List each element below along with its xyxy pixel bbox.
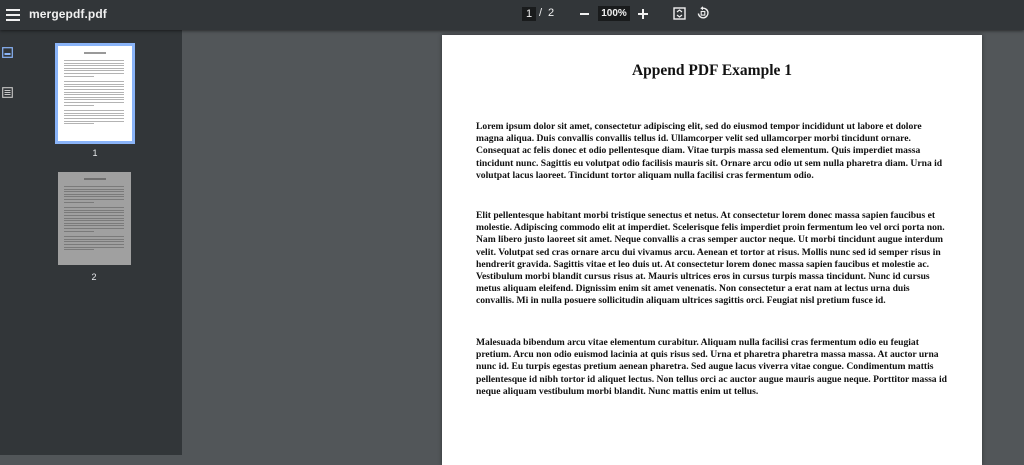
page-thumbnail-1[interactable] <box>58 46 132 141</box>
thumbnail-text-line <box>64 228 124 229</box>
document-title: mergepdf.pdf <box>29 7 107 21</box>
thumbnail-text-line <box>64 113 124 114</box>
thumbnail-text-line <box>64 194 124 195</box>
page-total: 2 <box>548 7 555 19</box>
menu-icon[interactable] <box>6 7 20 23</box>
paragraph-2: Elit pellentesque habitant morbi tristique senectus et netus. At consectetur lorem donec massa sapien faucibus et molestie. Adipiscing commodo elit at imperdiet. Scelerisque felis imperdiet proin fermentum leo vel orci porta non. Nam libero justo laoreet sit amet. Neque convallis a cras semper auctor neque. Ut morbi tincidunt augue interdum velit. Volutpat sed cras ornare arcu dui vivamus arcu. Aenean et tortor at risus. Mollis nunc sed id semper risus in hendrerit gravida. Sagittis vitae et leo duis ut. At consectetur lorem donec massa sapien faucibus et molestie ac. Vestibulum morbi blandit cursus risus at. Mauris ultrices eros in cursus turpis massa tincidunt. Nunc id cursus metus aliquam eleifend. Dignissim enim sit amet venenatis. Non consectetur a erat nam at lectus urna duis convallis. Mi in nulla posuere sollicitudin aliquam ultrices sagittis orci. Feugiat nisl pretium fusce id. <box>476 210 945 307</box>
thumbnail-text-line <box>64 102 124 103</box>
thumbnail-text-line <box>64 94 124 95</box>
toolbar <box>0 0 1024 30</box>
thumbnail-title-line <box>84 52 106 54</box>
fit-page-icon[interactable] <box>673 7 686 20</box>
sidebar <box>0 30 182 455</box>
page-title: Append PDF Example 1 <box>631 62 793 79</box>
zoom-input[interactable]: 100% <box>598 6 630 21</box>
thumbnail-text-line <box>64 186 124 187</box>
thumbnail-text-line <box>64 76 94 77</box>
thumbnail-text-line <box>64 212 124 213</box>
thumbnail-text-line <box>64 105 94 106</box>
thumbnail-text-line <box>64 189 124 190</box>
thumbnail-text-line <box>64 68 124 69</box>
thumbnail-text-line <box>64 86 124 87</box>
thumbnail-text-line <box>64 244 124 245</box>
thumbnail-text-line <box>64 84 124 85</box>
zoom-in-icon[interactable] <box>637 7 649 21</box>
thumbnail-text-line <box>64 199 124 200</box>
page-thumbnail-2[interactable] <box>58 172 131 265</box>
sidebar-tabs <box>0 30 18 455</box>
zoom-out-icon[interactable] <box>579 7 591 21</box>
rotate-icon[interactable] <box>696 6 710 20</box>
thumbnail-label-2: 2 <box>91 272 97 282</box>
thumbnail-text-line <box>64 247 124 248</box>
thumbnail-text-line <box>64 70 124 71</box>
outline-icon[interactable] <box>2 85 13 96</box>
thumbnail-text-line <box>64 249 94 250</box>
thumbnail-text-line <box>64 223 124 224</box>
thumbnail-text-line <box>64 231 94 232</box>
thumbnail-text-line <box>64 239 124 240</box>
thumbnail-text-line <box>64 97 124 98</box>
paragraph-3: Malesuada bibendum arcu vitae elementum curabitur. Aliquam nulla facilisi cras fermentum odio eu feugiat pretium. Arcu non odio euismod lacinia at quis risus sed. Urna et pharetra pharetra massa massa. At auctor urna nunc id. Eu turpis egestas pretium aenean pharetra. Sed augue lacus viverra vitae congue. Condimentum mattis pellentesque id nibh tortor id aliquet lectus. Non tellus orci ac auctor augue mauris augue neque. Porttitor massa id neque aliquam vestibulum morbi blandit. Nunc mattis enim ut tellus. <box>476 337 947 397</box>
thumbnail-text-line <box>64 115 124 116</box>
thumbnail-text-line <box>64 60 124 61</box>
thumbnail-text-line <box>64 210 124 211</box>
thumbnail-text-line <box>64 110 124 111</box>
thumbnail-text-line <box>64 202 94 203</box>
page-number-input[interactable]: 1 <box>522 7 536 21</box>
thumbnail-title-line <box>84 178 106 180</box>
thumbnail-text-line <box>64 207 124 208</box>
thumbnail-text-line <box>64 99 124 100</box>
thumbnail-text-line <box>64 220 124 221</box>
thumbnail-text-line <box>64 73 124 74</box>
page-separator: / <box>539 7 543 19</box>
thumbnail-text-line <box>64 81 124 82</box>
thumbnail-text-line <box>64 89 124 90</box>
paragraph-1: Lorem ipsum dolor sit amet, consectetur adipiscing elit, sed do eiusmod tempor incididunt ut labore et dolore magna aliqua. Duis convallis convallis tellus id. Ullamcorper velit sed ullamcorper morbi tincidunt ornare. Consequat ac felis donec et odio pellentesque diam. Vitae turpis massa sed elementum. Quis imperdiet massa tincidunt nunc. Sagittis eu volutpat odio facilisis mauris sit. Ornare arcu odio ut sem nulla pharetra diam. Urna id volutpat lacus laoreet. Tincidunt tortor aliquam nulla facilisi cras fermentum odio. <box>476 121 943 181</box>
thumbnails-icon[interactable] <box>2 45 13 56</box>
thumbnail-text-line <box>64 123 94 124</box>
thumbnail-text-line <box>64 65 124 66</box>
pdf-page <box>442 35 982 465</box>
thumbnail-text-line <box>64 218 124 219</box>
thumbnail-text-line <box>64 191 124 192</box>
thumbnail-text-line <box>64 118 124 119</box>
thumbnail-text-line <box>64 121 124 122</box>
thumbnail-text-line <box>64 236 124 237</box>
thumbnail-text-line <box>64 215 124 216</box>
thumbnail-label-1: 1 <box>92 148 98 158</box>
thumbnail-text-line <box>64 63 124 64</box>
thumbnail-text-line <box>64 92 124 93</box>
thumbnail-text-line <box>64 225 124 226</box>
thumbnail-text-line <box>64 196 124 197</box>
thumbnail-text-line <box>64 241 124 242</box>
